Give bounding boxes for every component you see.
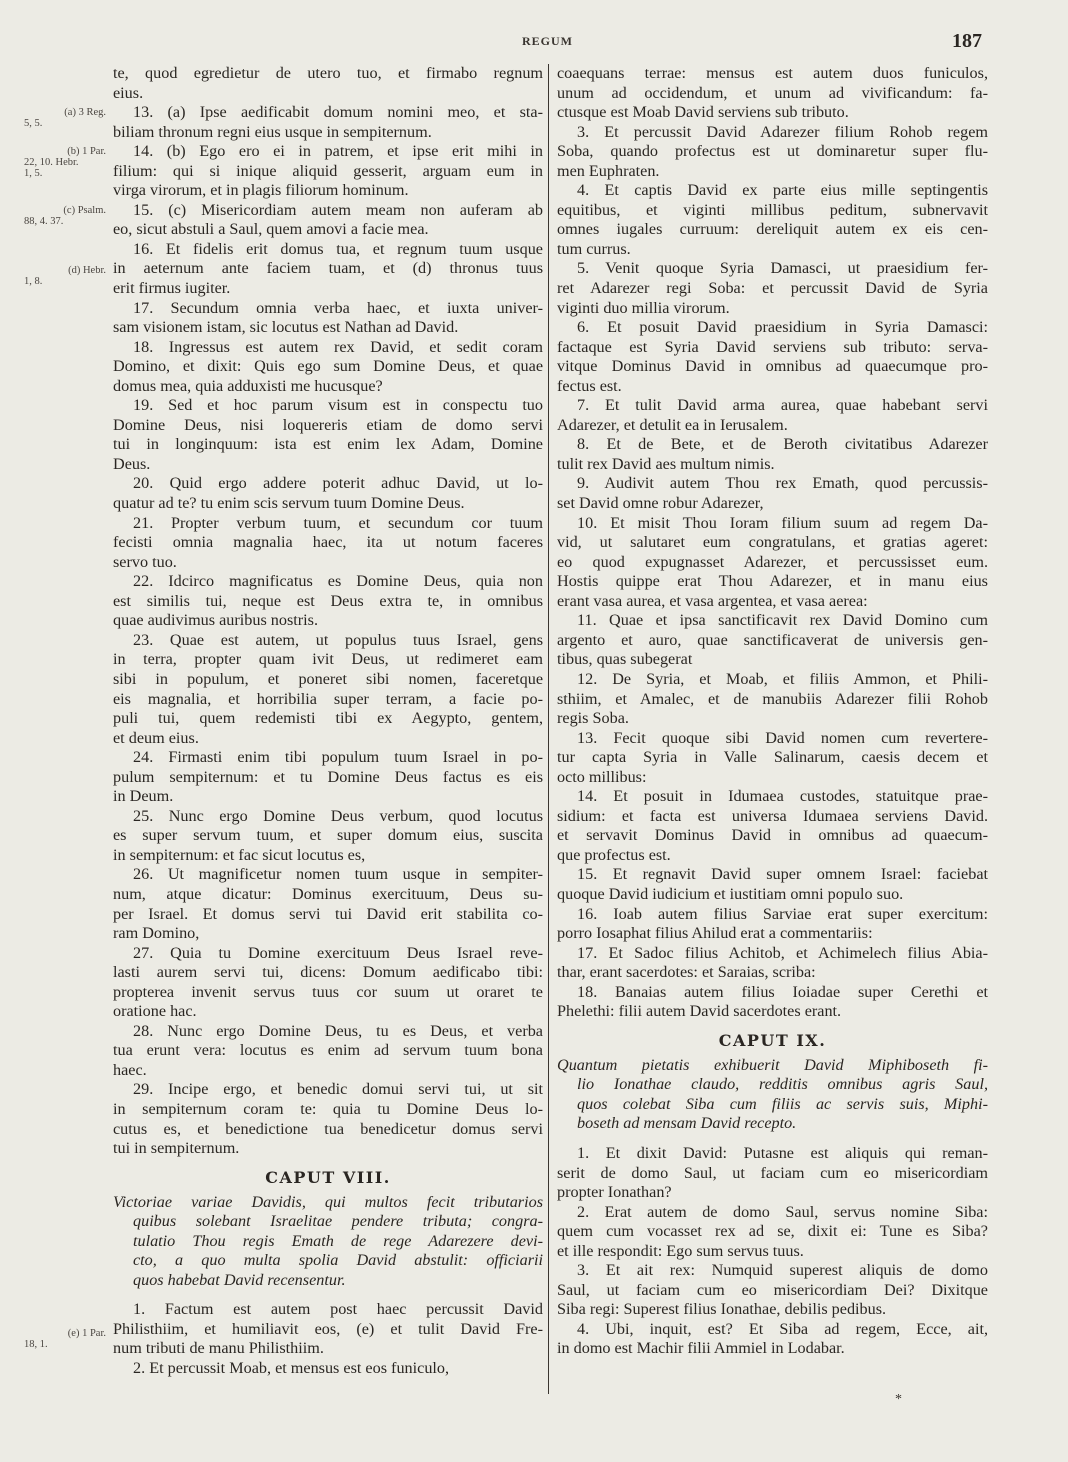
text-line: et ille respondit: Ego sum servus tuus. <box>557 1241 804 1260</box>
text-line: in Deum. <box>113 787 174 806</box>
verse-start-line: 29. Incipe ergo, et benedic domui servi tui, ut sit <box>133 1080 543 1099</box>
text-line: Hostis quippe erat Thou Adarezer, et in manu eius <box>557 572 988 591</box>
text-line: tulit rex David aes multum nimis. <box>557 454 775 473</box>
margin-note-line: (b) 1 Par. <box>67 146 106 157</box>
text-line: fectus est. <box>557 376 622 395</box>
verse-start-line: 24. Firmasti enim tibi populum tuum Israel in po- <box>133 748 543 767</box>
margin-note-line: 22, 10. Hebr. <box>24 157 79 168</box>
summary-line: quos colebat Siba cum filiis ac servis suis, Miphi- <box>577 1094 988 1113</box>
text-line: tibus, quas subegerat <box>557 650 693 669</box>
margin-note-line: 1, 5. <box>24 168 43 179</box>
text-line: Soba, quando profectus est ut dominaretur super flu- <box>557 142 988 161</box>
margin-note <box>14 1328 106 1350</box>
summary-line: lio Ionathae claudo, redditis omnibus agris Saul, <box>577 1075 988 1094</box>
right-column <box>557 64 988 1359</box>
text-line: sidium: et facta est universa Idumaea serviens David. <box>557 806 988 825</box>
verse-start-line: 5. Venit quoque Syria Damasci, ut praesidium fer- <box>577 259 988 278</box>
text-line: eius. <box>113 83 144 102</box>
text-line: num, atque dicatur: Dominus exercituum, Deus su- <box>113 884 543 903</box>
verse-start-line: 11. Quae et ipsa sanctificavit rex David Domino cum <box>577 611 988 630</box>
verse-start-line: 3. Et ait rex: Numquid superest aliquis de domo <box>577 1261 988 1280</box>
text-line: puli tui, quem redemisti tibi ex Aegypto, gentem, <box>113 709 543 728</box>
margin-note-line: (e) 1 Par. <box>67 1328 106 1339</box>
verse-start-line: 15. (c) Misericordiam autem meam non auferam ab <box>133 200 543 219</box>
margin-note <box>14 205 106 227</box>
chapter-summary <box>557 1056 988 1134</box>
text-line: que profectus est. <box>557 845 671 864</box>
page-number: 187 <box>952 30 982 52</box>
verse-start-line: 13. Fecit quoque sibi David nomen cum revertere- <box>577 728 988 747</box>
text-line: lasti aurem servi tui, dicens: Domum aedificabo tibi: <box>113 963 543 982</box>
text-line: factaque est Syria David serviens sub tributo: serva- <box>557 337 988 356</box>
text-line: tui in sempiternum. <box>113 1139 240 1158</box>
text-line: fecisti omnia magnalia haec, ita ut notum faceres <box>113 533 543 552</box>
chapter-heading: CAPUT IX. <box>718 1030 827 1050</box>
verse-start-line: 2. Et percussit Moab, et mensus est eos funiculo, <box>133 1359 450 1377</box>
left-column <box>113 64 543 1379</box>
text-line: num tributi de manu Philisthiim. <box>113 1339 324 1358</box>
column-divider <box>548 64 549 1394</box>
right-column-text-continued <box>557 1144 988 1359</box>
verse-start-line: 8. Et de Bete, et de Beroth civitatibus Adarezer <box>577 435 988 454</box>
verse-start-line: 14. (b) Ego ero ei in patrem, et ipse erit mihi in <box>133 142 543 161</box>
text-line: vitque Dominus David in omnibus ad quaecumque pro- <box>557 357 988 376</box>
text-line: thar, erant sacerdotes: et Saraias, scriba: <box>557 963 816 982</box>
text-line: Phelethi: filii autem David sacerdotes erant. <box>557 1002 842 1021</box>
text-line: unum ad occidendum, et unum ad vivificandum: fa- <box>557 83 988 102</box>
verse-start-line: 10. Et misit Thou Ioram filium suum ad regem Da- <box>577 513 988 532</box>
text-line: eis magnalia, et horribilia super terram, a facie po- <box>113 689 543 708</box>
text-line: propterea invenit servus tuus cor suum ut oraret te <box>113 982 543 1001</box>
text-line: vid, ut salutaret eum congratulans, et gratias ageret: <box>557 533 988 552</box>
verse-start-line: 17. Et Sadoc filius Achitob, et Achimelech filius Abia- <box>577 943 988 962</box>
verse-start-line: 19. Sed et hoc parum visum est in conspectu tuo <box>133 396 543 415</box>
text-line: oratione hac. <box>113 1002 197 1021</box>
verse-start-line: 12. De Syria, et Moab, et filiis Ammon, et Phili- <box>577 669 988 688</box>
text-line: domus mea, quia adduxisti me hucusque? <box>113 376 383 395</box>
verse-start-line: 2. Erat autem de domo Saul, servus nomine Siba: <box>577 1202 988 1221</box>
text-line: coaequans terrae: mensus est autem duos funiculos, <box>557 64 988 82</box>
summary-line: cto, a quo multa spolia David abstulit: officiarii <box>133 1251 543 1270</box>
text-line: tum currus. <box>557 239 631 258</box>
text-line: Deus. <box>113 454 151 473</box>
margin-note <box>14 146 106 179</box>
text-line: es super servum tuum, et super domum eius, suscita <box>113 826 543 845</box>
chapter-summary <box>113 1193 543 1291</box>
text-line: ram Domino, <box>113 924 200 943</box>
text-line: serit de domo Saul, ut faciam cum eo misericordiam <box>557 1163 988 1182</box>
text-line: in domo est Machir filii Ammiel in Lodabar. <box>557 1339 845 1358</box>
verse-start-line: 4. Ubi, inquit, est? Et Siba ad regem, Ecce, ait, <box>577 1319 988 1338</box>
verse-start-line: 20. Quid ergo addere poterit adhuc David, ut lo- <box>133 474 543 493</box>
verse-start-line: 25. Nunc ergo Domine Deus verbum, quod locutus <box>133 806 543 825</box>
margin-note-line: (c) Psalm. <box>63 205 106 216</box>
text-line: tur capta Syria in Valle Salinarum, caesis decem et <box>557 748 988 767</box>
text-line: Domino, et dixit: Quis ego sum Domine Deus, et quae <box>113 357 543 376</box>
text-line: men Euphraten. <box>557 161 660 180</box>
verse-start-line: 27. Quia tu Domine exercituum Deus Israel reve- <box>133 943 543 962</box>
margin-note-line: 5, 5. <box>24 118 43 129</box>
text-line: per Israel. Et domus servi tui David erit stabilita co- <box>113 904 543 923</box>
text-line: regis Soba. <box>557 709 629 728</box>
text-line: argento et auro, quae sanctificaverat de universis gen- <box>557 630 988 649</box>
text-line: octo millibus: <box>557 767 647 786</box>
text-line: virga virorum, et in plagis filiorum hominum. <box>113 181 409 200</box>
running-head: REGUM <box>522 34 573 48</box>
verse-start-line: 18. Banaias autem filius Ioiadae super Cerethi et <box>577 982 988 1001</box>
verse-start-line: 3. Et percussit David Adarezer filium Rohob regem <box>577 122 988 141</box>
verse-start-line: 16. Et fidelis erit domus tua, et regnum tuum usque <box>133 239 543 258</box>
text-line: est similis tui, neque est Deus extra te, in omnibus <box>113 591 543 610</box>
text-line: quoque David iudicium et iustitiam omni populo suo. <box>557 884 904 903</box>
verse-start-line: 9. Audivit autem Thou rex Emath, quod percussis- <box>577 474 988 493</box>
text-line: et servavit Dominus David in omnibus ad quaecum- <box>557 826 988 845</box>
left-column-text <box>113 64 543 1159</box>
text-line: equitibus, et viginti millibus peditum, subnervavit <box>557 200 988 219</box>
verse-start-line: 14. Et posuit in Idumaea custodes, statuitque prae- <box>577 787 988 806</box>
verse-start-line: 1. Et dixit David: Putasne est aliquis qui reman- <box>577 1143 988 1162</box>
text-line: Philisthiim, et humiliavit eos, (e) et tulit David Fre- <box>113 1319 543 1338</box>
margin-note-line: 88, 4. 37. <box>24 216 64 227</box>
verse-start-line: 1. Factum est autem post haec percussit David <box>133 1300 543 1319</box>
verse-start-line: 13. (a) Ipse aedificabit domum nomini meo, et sta- <box>133 103 543 122</box>
text-line: filium: qui si inique aliquid gesserit, arguam eum in <box>113 161 543 180</box>
text-line: eo quod expugnasset Adarezer, et percussisset eum. <box>557 552 988 571</box>
verse-start-line: 21. Propter verbum tuum, et secundum cor tuum <box>133 513 543 532</box>
text-line: omnes iugales curruum: dereliquit autem ex eis cen- <box>557 220 988 239</box>
verse-start-line: 17. Secundum omnia verba haec, et iuxta univer- <box>133 298 543 317</box>
summary-line: tulatio Thou regis Emath de rege Adarezere devi- <box>133 1231 543 1250</box>
verse-start-line: 23. Quae est autem, ut populus tuus Israel, gens <box>133 630 543 649</box>
text-line: quae audivimus auribus nostris. <box>113 611 319 630</box>
text-line: Saul, ut faciam cum eo misericordiam Dei? Dixitque <box>557 1280 988 1299</box>
text-line: haec. <box>113 1060 147 1079</box>
text-line: in terra, propter quam ivit Deus, ut redimeret eam <box>113 650 543 669</box>
verse-start-line: 15. Et regnavit David super omnem Israel: faciebat <box>577 865 988 884</box>
text-line: quem cum vocasset rex ad se, dixit ei: Tune es Siba? <box>557 1222 988 1241</box>
text-line: quatur ad te? tu enim scis servum tuum Domine Deus. <box>113 494 465 513</box>
margin-note-line: 1, 8. <box>24 276 43 287</box>
text-line: erit firmus iugiter. <box>113 279 231 298</box>
text-line: sam visionem istam, sic locutus est Nathan ad David. <box>113 318 459 337</box>
text-line: viginti duo millia virorum. <box>557 298 730 317</box>
margin-note-line: (a) 3 Reg. <box>64 107 106 118</box>
verse-start-line: 26. Ut magnificetur nomen tuum usque in sempiter- <box>133 865 543 884</box>
text-line: biliam thronum regni eius usque in sempiternum. <box>113 122 432 141</box>
text-line: erant vasa aurea, et vasa argentea, et vasa aerea: <box>557 591 868 610</box>
text-line: te, quod egredietur de utero tuo, et firmabo regnum <box>113 64 543 82</box>
summary-line: quos habebat David recensentur. <box>133 1270 346 1289</box>
left-column-text-continued <box>113 1300 543 1378</box>
text-line: Domine Deus, nisi loquereris etiam de domo servi <box>113 415 543 434</box>
margin-note-line: (d) Hebr. <box>68 265 106 276</box>
summary-line: boseth ad mensam David recepto. <box>577 1114 797 1133</box>
text-line: Siba regi: Superest filius Ionathae, debilis pedibus. <box>557 1300 887 1319</box>
text-line: set David omne robur Adarezer, <box>557 494 764 513</box>
text-line: sibi in populum, et poneret sibi nomen, faceretque <box>113 669 543 688</box>
text-line: ctusque est Moab David serviens sub tributo. <box>557 103 849 122</box>
text-line: in aeternum ante faciem tuam, et (d) thronus tuus <box>113 259 543 278</box>
summary-line: quibus solebant Israelitae pendere tributa; congra- <box>133 1212 543 1231</box>
chapter-heading: CAPUT VIII. <box>265 1167 391 1187</box>
text-line: eo, sicut abstuli a Saul, quem amovi a facie mea. <box>113 220 429 239</box>
verse-start-line: 4. Et captis David ex parte eius mille septingentis <box>577 181 988 200</box>
verse-start-line: 28. Nunc ergo Domine Deus, tu es Deus, et verba <box>133 1021 543 1040</box>
verse-start-line: 16. Ioab autem filius Sarviae erat super exercitum: <box>577 904 988 923</box>
text-line: servo tuo. <box>113 552 177 571</box>
end-asterisk: * <box>895 1392 902 1407</box>
summary-line: Quantum pietatis exhibuerit David Miphiboseth fi- <box>557 1055 988 1074</box>
margin-note <box>14 107 106 129</box>
text-line: Adarezer, et detulit ea in Ierusalem. <box>557 415 788 434</box>
text-line: et deum eius. <box>113 728 199 747</box>
text-line: in sempiternum coram te: quia tu Domine Deus lo- <box>113 1099 543 1118</box>
text-line: porro Iosaphat filius Ahilud erat a commentariis: <box>557 924 873 943</box>
text-line: pulum sempiternum: et tu Domine Deus factus es eis <box>113 767 543 786</box>
text-line: sthiim, et Amalec, et de manubiis Adarezer filii Rohob <box>557 689 988 708</box>
right-column-text <box>557 64 988 1022</box>
verse-start-line: 18. Ingressus est autem rex David, et sedit coram <box>133 337 543 356</box>
margin-note-line: 18, 1. <box>24 1339 48 1350</box>
text-line: tua erunt vera: locutus es enim ad servum tuum bona <box>113 1041 543 1060</box>
text-line: propter Ionathan? <box>557 1183 672 1202</box>
text-line: cutus es, et benedictione tua benedicetur domus servi <box>113 1119 543 1138</box>
verse-start-line: 22. Idcirco magnificatus es Domine Deus, quia non <box>133 572 543 591</box>
text-line: in sempiternum: et fac sicut locutus es, <box>113 845 366 864</box>
verse-start-line: 6. Et posuit David praesidium in Syria Damasci: <box>577 318 988 337</box>
verse-start-line: 7. Et tulit David arma aurea, quae habebant servi <box>577 396 988 415</box>
text-line: ret Adarezer regi Soba: et percussit David de Syria <box>557 279 988 298</box>
margin-note <box>14 265 106 287</box>
text-line: tui in longinquum: ista est enim lex Adam, Domine <box>113 435 543 454</box>
summary-line: Victoriae variae Davidis, qui multos fecit tributarios <box>113 1192 543 1211</box>
